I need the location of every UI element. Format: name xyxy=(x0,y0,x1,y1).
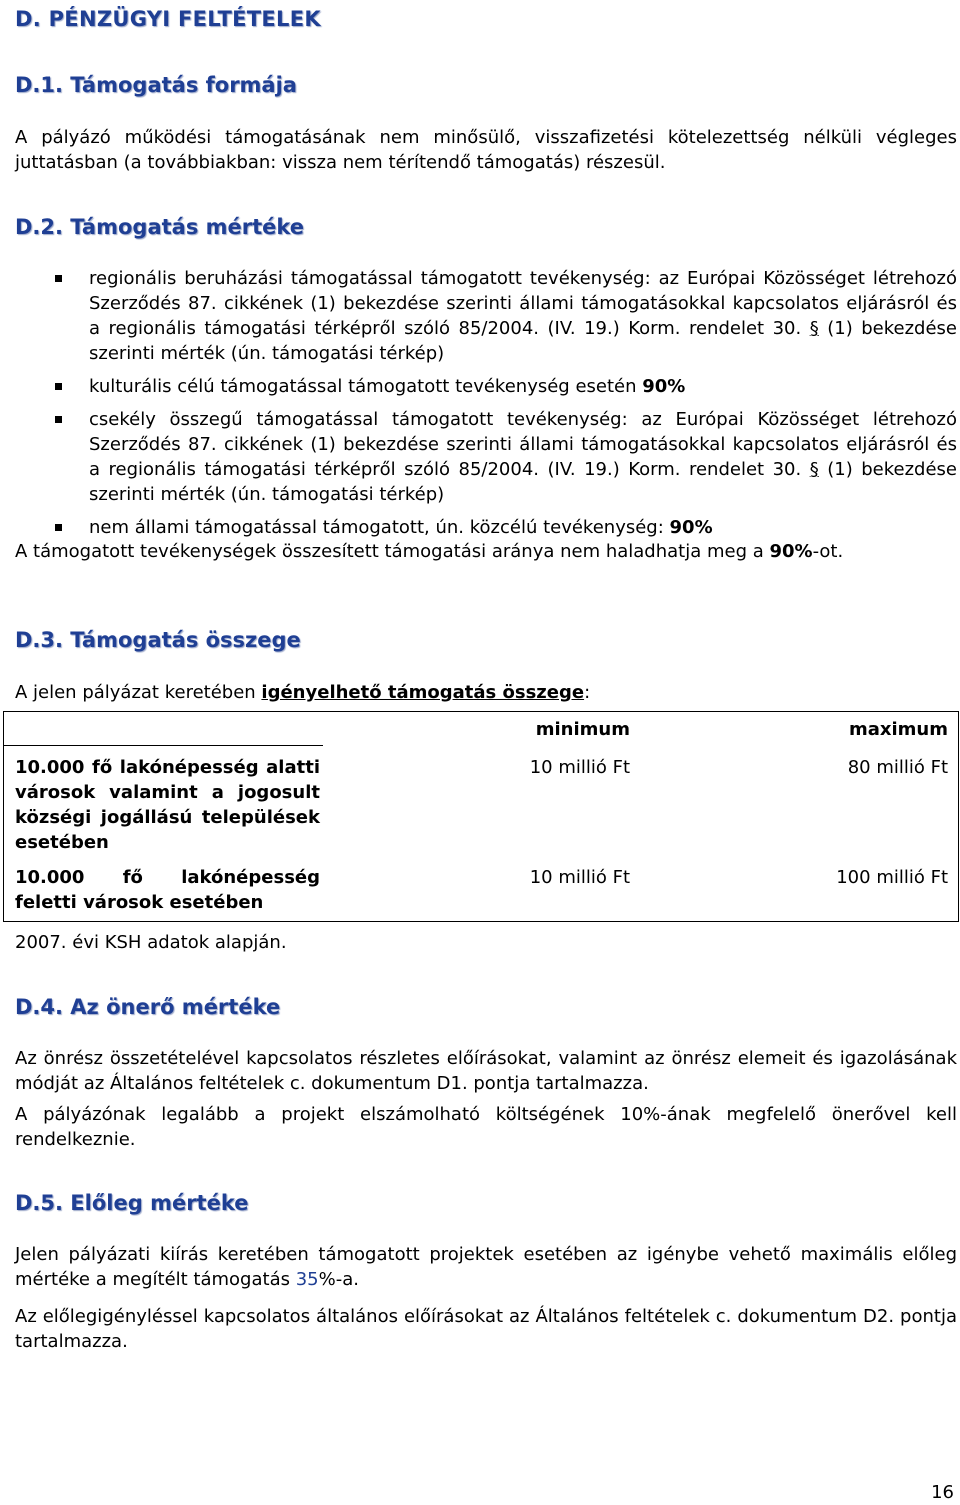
table-row xyxy=(15,746,960,861)
section-title-d: D. PÉNZÜGYI FELTÉTELEK xyxy=(15,7,321,31)
d3-footnote: 2007. évi KSH adatok alapján. xyxy=(15,932,287,953)
row-label: 10.000 fő lakónépesség alatti városok valamint a jogosult községi jogállású települések esetében xyxy=(15,757,320,853)
table-row xyxy=(15,861,960,921)
d2-summary: A támogatott tevékenységek összesített támogatási aránya nem haladhatja meg a 90%-ot. xyxy=(15,541,844,562)
funding-amount-table xyxy=(15,710,960,921)
heading-d5: D.5. Előleg mértéke xyxy=(15,1191,249,1215)
row-maximum-value: 80 millió Ft xyxy=(847,757,948,778)
column-header-maximum: maximum xyxy=(848,719,948,740)
d4-paragraph-2: A pályázónak legalább a projekt elszámolható költségének 10%-ának megfelelő önerővel kell rendelkeznie. xyxy=(15,1104,957,1150)
page-number: 16 xyxy=(931,1482,954,1503)
d2-bullet-public: nem állami támogatással támogatott, ún. közcélú tevékenység: 90% xyxy=(15,515,957,540)
heading-d4: D.4. Az önerő mértéke xyxy=(15,995,281,1019)
bullet-square-icon xyxy=(55,275,62,282)
bullet-square-icon xyxy=(55,524,62,531)
row-label: 10.000 fő lakónépesség feletti városok esetében xyxy=(15,867,320,913)
row-minimum-value: 10 millió Ft xyxy=(529,867,630,888)
d3-intro: A jelen pályázat keretében igényelhető támogatás összege: xyxy=(15,682,591,703)
d2-bullet-regional: regionális beruházási támogatással támogatott tevékenység: az Európai Közösséget létrehozó Szerződés 87. cikkének (1) bekezdése szerinti állami támogatásokkal kapcsolatos eljárásról és a regionális támogatási térképről szóló 85/2004. (IV. 19.) Korm. rendelet 30. § (1) bekezdése szerinti mérték (ún. támogatási térkép) xyxy=(15,266,957,366)
row-maximum-value: 100 millió Ft xyxy=(836,867,948,888)
d5-paragraph-2: Az előlegigényléssel kapcsolatos általános előírásokat az Általános feltételek c. dokumentum D2. pontja tartalmazza. xyxy=(15,1306,957,1352)
heading-d3: D.3. Támogatás összege xyxy=(15,628,301,652)
advance-percentage: 35 xyxy=(295,1269,319,1290)
heading-d2: D.2. Támogatás mértéke xyxy=(15,215,305,239)
d2-bullet-list xyxy=(15,266,957,548)
bullet-square-icon xyxy=(55,416,62,423)
d2-bullet-de-minimis: csekély összegű támogatással támogatott tevékenység: az Európai Közösséget létrehozó Szerződés 87. cikkének (1) bekezdése szerinti állami támogatásokkal kapcsolatos eljárásról és a regionális támogatási térképről szóló 85/2004. (IV. 19.) Korm. rendelet 30. § (1) bekezdése szerinti mérték (ún. támogatási térkép) xyxy=(15,407,957,507)
heading-d1: D.1. Támogatás formája xyxy=(15,73,297,97)
row-minimum-value: 10 millió Ft xyxy=(529,757,630,778)
bullet-square-icon xyxy=(55,383,62,390)
column-header-minimum: minimum xyxy=(535,719,630,740)
d1-paragraph: A pályázó működési támogatásának nem minősülő, visszafizetési kötelezettség nélküli végleges juttatásban (a továbbiakban: vissza nem térítendő támogatás) részesül. xyxy=(15,127,957,173)
d2-bullet-cultural: kulturális célú támogatással támogatott tevékenység esetén 90% xyxy=(15,374,957,399)
d5-paragraph-1: Jelen pályázati kiírás keretében támogatott projektek esetében az igénybe vehető maximális előleg mértéke a megítélt támogatás 35%-a. xyxy=(15,1244,957,1290)
d4-paragraph-1: Az önrész összetételével kapcsolatos részletes előírásokat, valamint az önrész elemeit és igazolásának módját az Általános feltételek c. dokumentum D1. pontja tartalmazza. xyxy=(15,1048,957,1094)
